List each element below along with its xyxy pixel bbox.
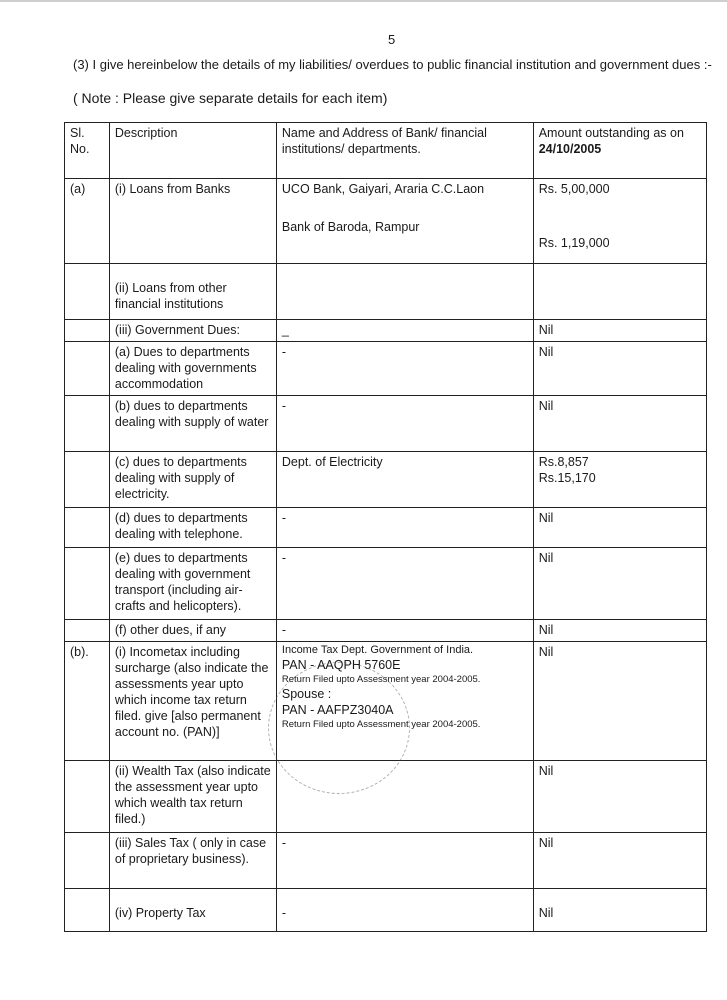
pan-spouse: PAN - AAFPZ3040A [281, 703, 394, 717]
table-row [65, 508, 707, 548]
row-amount [533, 179, 706, 264]
row-description [109, 889, 276, 932]
row-bank: _ [276, 320, 533, 342]
row-amount [533, 264, 706, 320]
row-bank [276, 264, 533, 320]
row-amount [533, 452, 706, 508]
table-row [65, 642, 707, 761]
table-row [65, 342, 707, 396]
bank-entry: UCO Bank, Gaiyari, Araria C.C.Laon [281, 182, 485, 196]
header-amount [533, 123, 706, 179]
row-amount: Nil [533, 620, 706, 642]
bank-entry: Bank of Baroda, Rampur [281, 220, 420, 234]
tax-dept: Income Tax Dept. Government of India. [281, 644, 474, 656]
row-bank [276, 179, 533, 264]
row-description: (b) dues to departments dealing with supply of water [109, 396, 276, 452]
pan-self: PAN - AAQPH 5760E [281, 658, 401, 672]
return-filed-self: Return Filed upto Assessment year 2004-2005. [281, 674, 481, 685]
row-description: (iii) Sales Tax ( only in case of proprietary business). [109, 833, 276, 889]
amount-value: Rs.15,170 [538, 471, 596, 485]
row-amount: Nil [533, 342, 706, 396]
row-description: (e) dues to departments dealing with government transport (including air-crafts and helicopters). [109, 548, 276, 620]
row-amount: Nil [533, 761, 706, 833]
table-row [65, 320, 707, 342]
row-amount: Nil [533, 548, 706, 620]
row-bank: - [276, 548, 533, 620]
row-amount: Nil [533, 642, 706, 761]
table-row [65, 889, 707, 932]
header-amount-date: 24/10/2005 [538, 142, 602, 156]
description-text: (ii) Loans from other financial institutions [114, 281, 227, 311]
row-amount: Nil [533, 396, 706, 452]
header-slno: Sl. No. [65, 123, 110, 179]
row-bank: - [276, 833, 533, 889]
table-row [65, 833, 707, 889]
row-description: (c) dues to departments dealing with supply of electricity. [109, 452, 276, 508]
return-filed-spouse: Return Filed upto Assessment year 2004-2005. [281, 719, 481, 730]
amount-text: Nil [538, 906, 554, 920]
amount-value: Rs. 5,00,000 [538, 182, 610, 196]
row-bank: Dept. of Electricity [276, 452, 533, 508]
table-row [65, 179, 707, 264]
header-bank: Name and Address of Bank/ financial institutions/ departments. [276, 123, 533, 179]
page-top-rule [0, 0, 727, 2]
table-row [65, 264, 707, 320]
intro-paragraph: (3) I give hereinbelow the details of my liabilities/ overdues to public financial institution and government dues :- [73, 57, 712, 72]
description-text: (iv) Property Tax [114, 906, 206, 920]
page-number: 5 [388, 32, 396, 47]
row-bank: - [276, 342, 533, 396]
header-description: Description [109, 123, 276, 179]
note-text: ( Note : Please give separate details for each item) [73, 90, 388, 106]
row-description: (iii) Government Dues: [109, 320, 276, 342]
row-bank: - [276, 396, 533, 452]
row-amount: Nil [533, 833, 706, 889]
bank-text: - [281, 906, 287, 920]
table-row [65, 452, 707, 508]
row-amount: Nil [533, 320, 706, 342]
row-bank [276, 642, 533, 761]
row-slno: (b). [65, 642, 110, 761]
row-description: (a) Dues to departments dealing with governments accommodation [109, 342, 276, 396]
row-bank [276, 761, 533, 833]
spouse-label: Spouse : [281, 687, 332, 701]
row-description: (i) Loans from Banks [109, 179, 276, 264]
row-description: (d) dues to departments dealing with telephone. [109, 508, 276, 548]
header-amount-label: Amount outstanding as on [538, 126, 684, 140]
row-amount [533, 889, 706, 932]
liabilities-table [64, 122, 707, 932]
table-row [65, 620, 707, 642]
amount-value: Rs. 1,19,000 [538, 236, 610, 250]
row-description: (ii) Wealth Tax (also indicate the assessment year upto which wealth tax return filed.) [109, 761, 276, 833]
table-row [65, 548, 707, 620]
row-amount: Nil [533, 508, 706, 548]
amount-value: Rs.8,857 [538, 455, 589, 469]
table-header-row [65, 123, 707, 179]
table-row [65, 761, 707, 833]
row-bank: - [276, 508, 533, 548]
row-description: (f) other dues, if any [109, 620, 276, 642]
table-row [65, 396, 707, 452]
row-description: (i) Incometax including surcharge (also indicate the assessments year upto which income tax return filed. give [also permanent account no. (PAN)] [109, 642, 276, 761]
row-slno: (a) [65, 179, 110, 264]
row-bank: - [276, 620, 533, 642]
row-bank [276, 889, 533, 932]
row-description [109, 264, 276, 320]
